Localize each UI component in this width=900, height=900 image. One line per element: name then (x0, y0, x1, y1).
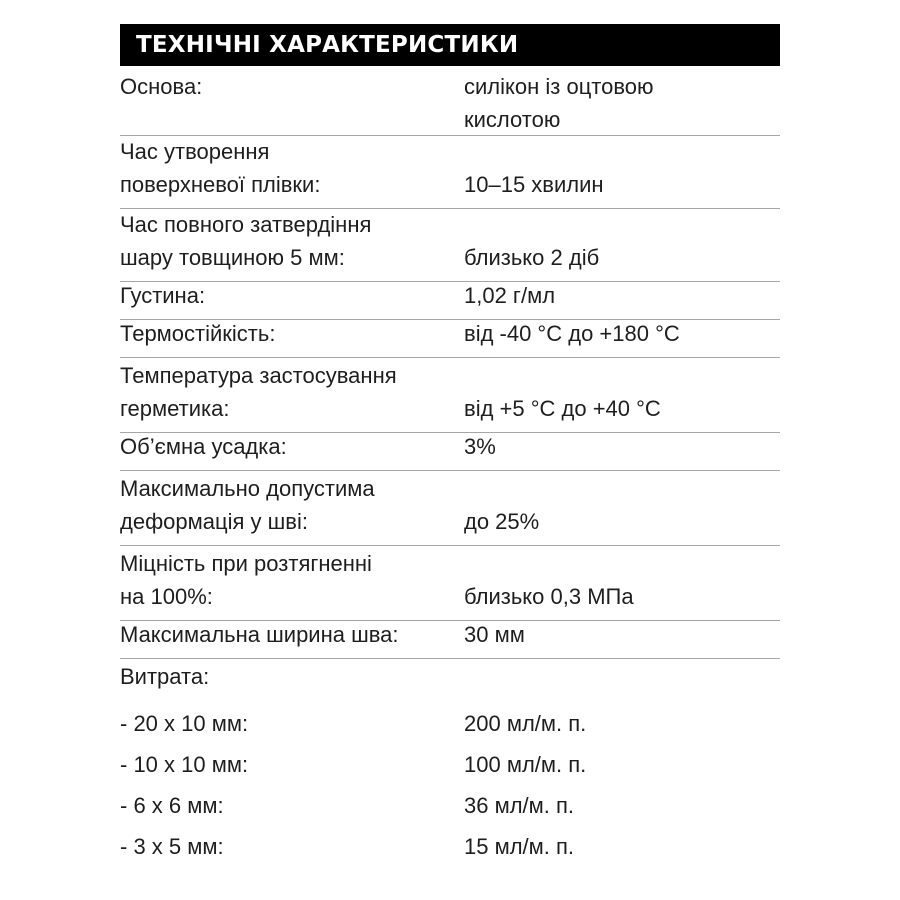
spec-value: близько 0,3 МПа (464, 584, 634, 609)
spec-row-tensile-strength (120, 546, 780, 621)
spec-label: Об’ємна усадка: (120, 434, 287, 459)
spec-label: Густина: (120, 283, 206, 308)
spec-value: силікон із оцтовою кислотою (464, 74, 654, 132)
spec-value: 10–15 хвилин (464, 172, 604, 197)
consumption-amount: 36 мл/м. п. (464, 793, 575, 818)
spec-value: 1,02 г/мл (464, 283, 556, 308)
consumption-row (120, 788, 780, 829)
consumption-size: - 6 х 6 мм: (120, 793, 224, 818)
spec-row-base (120, 66, 780, 136)
spec-title: ТЕХНІЧНІ ХАРАКТЕРИСТИКИ (136, 32, 519, 58)
spec-row-skin-time (120, 136, 780, 209)
spec-value: від +5 °С до +40 °С (464, 396, 661, 421)
spec-label: Максимальна ширина шва: (120, 622, 399, 647)
spec-row-deformation (120, 471, 780, 546)
consumption-label: Витрата: (120, 664, 210, 689)
spec-label: Основа: (120, 74, 203, 99)
spec-row-density (120, 282, 780, 320)
consumption-size: - 10 х 10 мм: (120, 752, 249, 777)
spec-value: до 25% (464, 509, 540, 534)
spec-label: Час повного затвердіння шару товщиною 5 мм: (120, 212, 372, 270)
spec-row-max-joint-width (120, 621, 780, 659)
consumption-heading (120, 659, 780, 700)
consumption-amount: 15 мл/м. п. (464, 834, 575, 859)
consumption-size: - 20 х 10 мм: (120, 711, 249, 736)
spec-label: Час утворення поверхневої плівки: (120, 139, 321, 197)
spec-value: 3% (464, 434, 496, 459)
spec-row-application-temp (120, 358, 780, 433)
spec-label: Температура застосування герметика: (120, 363, 397, 421)
spec-header-bar (120, 24, 780, 66)
consumption-amount: 100 мл/м. п. (464, 752, 587, 777)
consumption-row (120, 829, 780, 870)
consumption-row (120, 700, 780, 747)
spec-label: Максимально допустима деформація у шві: (120, 476, 375, 534)
consumption-row (120, 747, 780, 788)
consumption-amount: 200 мл/м. п. (464, 711, 587, 736)
spec-value: від -40 °С до +180 °С (464, 321, 680, 346)
spec-value: близько 2 діб (464, 245, 600, 270)
spec-row-heat-resistance (120, 320, 780, 358)
spec-label: Термостійкість: (120, 321, 276, 346)
spec-value: 30 мм (464, 622, 525, 647)
spec-label: Міцність при розтягненні на 100%: (120, 551, 372, 609)
spec-row-shrinkage (120, 433, 780, 471)
consumption-size: - 3 х 5 мм: (120, 834, 224, 859)
spec-sheet (120, 24, 780, 870)
spec-row-cure-time (120, 209, 780, 282)
